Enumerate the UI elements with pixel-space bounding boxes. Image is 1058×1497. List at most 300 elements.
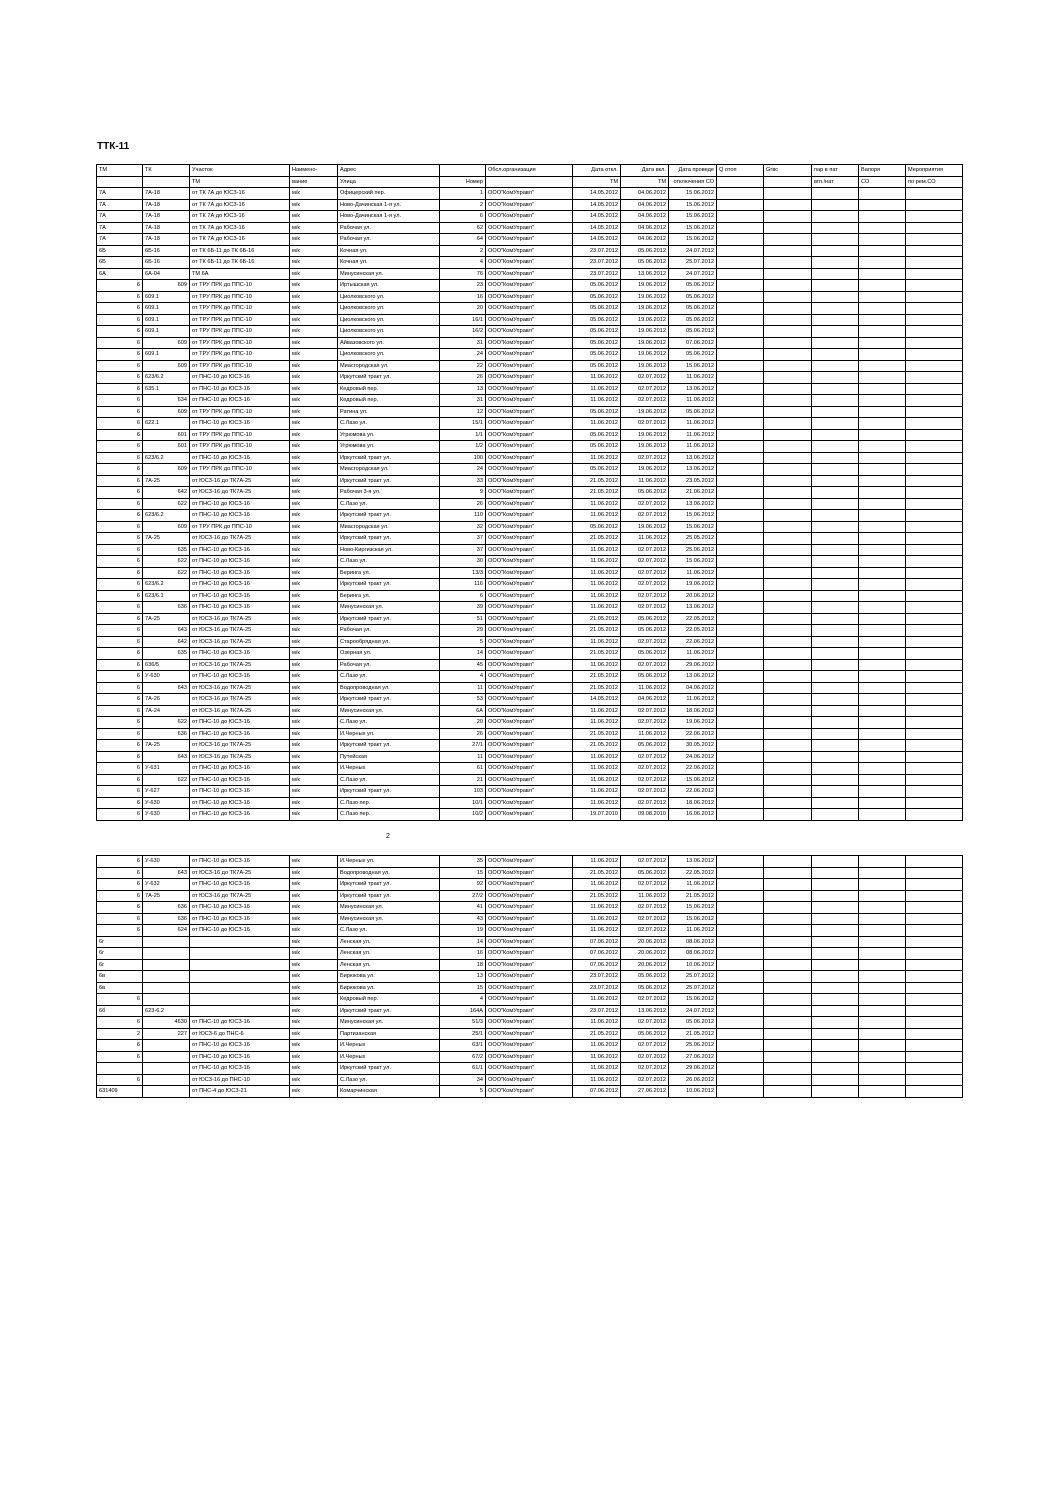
table-cell: 05.06.2012 <box>621 1028 669 1040</box>
table-cell: 11.06.2012 <box>669 441 717 453</box>
table-cell: 6 <box>97 1074 143 1086</box>
table-cell <box>906 199 963 211</box>
table-cell <box>717 994 764 1006</box>
table-cell <box>906 360 963 372</box>
table-cell: 6Б <box>97 257 143 269</box>
table-cell <box>859 879 906 891</box>
table-cell: 13.06.2012 <box>669 856 717 868</box>
table-cell: ООО"КомУправл" <box>486 268 573 280</box>
table-cell: Кедровый пер. <box>338 383 440 395</box>
table-cell: Озерная ул. <box>338 648 440 660</box>
table-cell <box>764 797 812 809</box>
table-cell: м/к <box>290 1040 338 1052</box>
table-cell <box>717 579 764 591</box>
table-cell: 7А-18 <box>143 199 190 211</box>
table-cell: Ратина ул. <box>338 406 440 418</box>
table-cell: Иркутский тракт ул. <box>338 1005 440 1017</box>
table-cell: Иркутский тракт ул. <box>338 533 440 545</box>
table-cell <box>717 636 764 648</box>
table-cell: 31 <box>440 337 486 349</box>
table-cell: от ЮСЗ-16 до ТК7А-25 <box>190 682 290 694</box>
table-cell <box>717 879 764 891</box>
table-cell <box>859 602 906 614</box>
table-cell: м/к <box>290 809 338 821</box>
table-cell: м/к <box>290 464 338 476</box>
table-cell <box>717 890 764 902</box>
table-row <box>97 994 963 1006</box>
table-cell: 05.06.2012 <box>669 1017 717 1029</box>
table-cell <box>906 786 963 798</box>
table-cell: ООО"КомУправл" <box>486 936 573 948</box>
table-cell: Миасгородская ул. <box>338 464 440 476</box>
table-row <box>97 268 963 280</box>
table-cell <box>812 372 859 384</box>
table-row <box>97 636 963 648</box>
table-cell: 601 <box>143 429 190 441</box>
table-cell <box>812 936 859 948</box>
table-cell: 6 <box>97 590 143 602</box>
table-cell: 643 <box>143 682 190 694</box>
table-cell <box>906 349 963 361</box>
table-cell <box>764 682 812 694</box>
table-row <box>97 902 963 914</box>
table-cell: 110 <box>440 510 486 522</box>
table-cell: 11.06.2012 <box>669 372 717 384</box>
table-row <box>97 234 963 246</box>
table-cell <box>717 982 764 994</box>
table-cell <box>812 326 859 338</box>
table-cell: ООО"КомУправл" <box>486 740 573 752</box>
table-cell: 37 <box>440 544 486 556</box>
table-cell: 7А <box>97 211 143 223</box>
table-cell: м/к <box>290 1051 338 1063</box>
table-cell: 623/6.2 <box>143 579 190 591</box>
table-cell <box>717 602 764 614</box>
table-cell: м/к <box>290 533 338 545</box>
table-cell <box>764 418 812 430</box>
table-cell <box>717 314 764 326</box>
table-cell: 622 <box>143 556 190 568</box>
table-cell: 19.06.2012 <box>621 406 669 418</box>
table-cell: 6 <box>97 475 143 487</box>
table-cell <box>812 809 859 821</box>
table-cell <box>764 879 812 891</box>
table-cell: от ТРУ ПРК до ППС-10 <box>190 280 290 292</box>
table-cell: м/к <box>290 728 338 740</box>
table-cell <box>812 188 859 200</box>
table-cell <box>906 659 963 671</box>
table-cell: м/к <box>290 257 338 269</box>
table-cell <box>906 222 963 234</box>
table-cell <box>859 280 906 292</box>
table-cell: от ПНС-10 до ЮСЗ-16 <box>190 786 290 798</box>
table-cell: ООО"КомУправл" <box>486 694 573 706</box>
table-cell <box>190 948 290 960</box>
table-cell <box>143 971 190 983</box>
table-cell <box>859 1051 906 1063</box>
table-cell: м/к <box>290 429 338 441</box>
table-cell: от ЮСЗ-16 до ТК7А-25 <box>190 740 290 752</box>
table-row <box>97 487 963 499</box>
table-cell <box>859 579 906 591</box>
table-cell: 16 <box>440 291 486 303</box>
table-cell: Ново-Киргизская ул. <box>338 544 440 556</box>
table-cell: Циолковского ул. <box>338 291 440 303</box>
table-cell: 10.06.2012 <box>669 1086 717 1098</box>
table-cell: 11.06.2012 <box>669 648 717 660</box>
table-cell: 05.06.2012 <box>621 257 669 269</box>
table-cell <box>764 372 812 384</box>
table-cell <box>764 337 812 349</box>
table-cell: 11 <box>440 682 486 694</box>
table-row <box>97 959 963 971</box>
table-cell <box>717 464 764 476</box>
table-cell: 6 <box>97 291 143 303</box>
table-cell <box>764 982 812 994</box>
table-cell: 05.06.2012 <box>573 349 621 361</box>
table-cell <box>717 188 764 200</box>
table-cell: от ПНС-10 до ЮСЗ-16 <box>190 856 290 868</box>
table-cell: Вапоря <box>859 165 906 177</box>
table-row <box>97 326 963 338</box>
table-cell: 11.06.2012 <box>573 372 621 384</box>
table-cell: 02.07.2012 <box>621 913 669 925</box>
table-row <box>97 613 963 625</box>
table-cell <box>717 763 764 775</box>
table-cell <box>717 705 764 717</box>
table-cell <box>906 867 963 879</box>
table-cell <box>906 418 963 430</box>
table-cell <box>717 728 764 740</box>
table-cell <box>717 1051 764 1063</box>
table-cell: 11.06.2012 <box>669 879 717 891</box>
table-cell: 11.06.2012 <box>573 902 621 914</box>
table-cell: 20 <box>440 717 486 729</box>
table-cell: м/к <box>290 1028 338 1040</box>
table-cell: м/к <box>290 222 338 234</box>
table-cell: 6 <box>97 694 143 706</box>
table-cell: 11.06.2012 <box>669 429 717 441</box>
table-cell: 15.06.2012 <box>669 211 717 223</box>
table-cell: ООО"КомУправл" <box>486 383 573 395</box>
table-cell <box>859 786 906 798</box>
table-row <box>97 280 963 292</box>
table-cell: 05.06.2012 <box>621 671 669 683</box>
table-cell <box>812 360 859 372</box>
table-cell: 623/6.2 <box>143 452 190 464</box>
table-cell: Иркутский тракт ул. <box>338 1063 440 1075</box>
table-cell <box>859 383 906 395</box>
table-cell: 14.05.2012 <box>573 199 621 211</box>
table-row <box>97 856 963 868</box>
table-cell: 22.05.2012 <box>669 613 717 625</box>
table-cell: ООО"КомУправл" <box>486 797 573 809</box>
table-cell <box>764 291 812 303</box>
table-cell: 6 <box>97 994 143 1006</box>
table-cell: Минусинская ул. <box>338 1017 440 1029</box>
table-cell: ООО"КомУправл" <box>486 602 573 614</box>
table-cell <box>764 441 812 453</box>
table-cell: м/к <box>290 1074 338 1086</box>
table-cell: Рабочая ул. <box>338 234 440 246</box>
table-cell <box>764 809 812 821</box>
table-cell: 16/2 <box>440 326 486 338</box>
table-cell: Кочная ул. <box>338 245 440 257</box>
table-row <box>97 740 963 752</box>
table-cell: 14.05.2012 <box>573 188 621 200</box>
table-cell: С.Лазо ул. <box>338 418 440 430</box>
table-cell: 601 <box>143 441 190 453</box>
table-cell <box>717 222 764 234</box>
table-cell: от ЮСЗ-16 до ТК7А-25 <box>190 533 290 545</box>
table-cell: от ЮСЗ-16 до ТК7А-25 <box>190 625 290 637</box>
table-cell <box>717 475 764 487</box>
table-cell: 05.06.2012 <box>621 648 669 660</box>
table-cell: 1/1 <box>440 429 486 441</box>
table-row <box>97 222 963 234</box>
table-row <box>97 1086 963 1098</box>
table-cell: 11.06.2012 <box>621 728 669 740</box>
table-row <box>97 291 963 303</box>
table-row <box>97 936 963 948</box>
table-cell <box>143 1051 190 1063</box>
table-cell <box>906 464 963 476</box>
header-row <box>97 165 963 177</box>
table-cell <box>906 636 963 648</box>
table-cell: 11.06.2012 <box>573 1017 621 1029</box>
table-cell <box>859 636 906 648</box>
table-cell: 19.06.2012 <box>621 314 669 326</box>
table-cell <box>717 418 764 430</box>
table-cell: 622.1 <box>143 418 190 430</box>
table-cell: 15 <box>440 867 486 879</box>
table-cell: 6 <box>97 337 143 349</box>
table-cell: 13 <box>440 971 486 983</box>
table-cell <box>717 936 764 948</box>
table-cell: 15.06.2012 <box>669 234 717 246</box>
table-row <box>97 452 963 464</box>
table-cell: 02.07.2012 <box>621 579 669 591</box>
table-row <box>97 717 963 729</box>
table-cell: Айвазовского ул. <box>338 337 440 349</box>
table-cell <box>812 717 859 729</box>
table-cell: 623/6.1 <box>143 590 190 602</box>
table-cell <box>859 1040 906 1052</box>
table-cell <box>717 429 764 441</box>
table-cell <box>812 902 859 914</box>
table-cell <box>143 1074 190 1086</box>
table-cell: 4 <box>440 257 486 269</box>
table-cell: 27.06.2012 <box>621 1086 669 1098</box>
table-cell <box>717 1017 764 1029</box>
table-cell: 24.06.2012 <box>669 751 717 763</box>
table-cell: 02.07.2012 <box>621 763 669 775</box>
table-cell <box>764 948 812 960</box>
table-cell <box>906 740 963 752</box>
table-cell: 04.06.2012 <box>621 694 669 706</box>
table-cell: 11.06.2012 <box>573 1040 621 1052</box>
table-cell <box>859 648 906 660</box>
table-cell: Ново-Дачинская 1-я ул. <box>338 199 440 211</box>
table-cell <box>859 533 906 545</box>
table-cell <box>859 257 906 269</box>
table-cell: м/к <box>290 994 338 1006</box>
table-cell <box>717 1040 764 1052</box>
table-cell: 7А-25 <box>143 613 190 625</box>
table-cell: Gгвс <box>764 165 812 177</box>
table-cell: 22.06.2012 <box>669 636 717 648</box>
table-cell: по рем.СО <box>906 176 963 188</box>
table-cell: 21.05.2012 <box>573 1028 621 1040</box>
table-cell: от ТРУ ПРК до ППС-10 <box>190 303 290 315</box>
table-cell: 622 <box>143 567 190 579</box>
table-cell: 622 <box>143 717 190 729</box>
table-row <box>97 751 963 763</box>
table-cell: И.Черных ул. <box>338 728 440 740</box>
table-cell: 02.07.2012 <box>621 1017 669 1029</box>
table-cell: ООО"КомУправл" <box>486 1074 573 1086</box>
table-cell: ООО"КомУправл" <box>486 763 573 775</box>
table-row <box>97 303 963 315</box>
table-cell <box>906 314 963 326</box>
table-cell: И.Черных <box>338 763 440 775</box>
table-cell: от ЮСЗ-16 до ТК7А-25 <box>190 659 290 671</box>
table-cell: 02.07.2012 <box>621 590 669 602</box>
table-cell: ООО"КомУправл" <box>486 188 573 200</box>
table-row <box>97 982 963 994</box>
table-cell <box>906 395 963 407</box>
table-cell: 1 <box>440 188 486 200</box>
table-cell <box>764 211 812 223</box>
table-cell: 13.06.2012 <box>669 498 717 510</box>
table-row <box>97 694 963 706</box>
table-cell: 6 <box>97 579 143 591</box>
table-cell: 6 <box>97 372 143 384</box>
table-cell: 14 <box>440 936 486 948</box>
table-row <box>97 728 963 740</box>
table-cell: 29.06.2012 <box>669 659 717 671</box>
table-cell: 23.07.2012 <box>573 257 621 269</box>
table-cell: м/к <box>290 1017 338 1029</box>
table-cell: Беринга ул. <box>338 567 440 579</box>
table-cell <box>812 268 859 280</box>
table-cell: 609 <box>143 406 190 418</box>
table-cell: м/к <box>290 383 338 395</box>
table-cell: от ТРУ ПРК до ППС-10 <box>190 337 290 349</box>
table-cell <box>812 1040 859 1052</box>
table-cell <box>906 441 963 453</box>
table-cell <box>764 925 812 937</box>
table-row <box>97 199 963 211</box>
table-cell: Циолковского ул. <box>338 303 440 315</box>
table-cell <box>812 913 859 925</box>
table-cell <box>859 188 906 200</box>
table-cell: С.Лазо ул. <box>338 925 440 937</box>
table-cell: ООО"КомУправл" <box>486 314 573 326</box>
table-cell: м/к <box>290 487 338 499</box>
table-cell: 02.07.2012 <box>621 994 669 1006</box>
table-row <box>97 1005 963 1017</box>
table-cell: 02.07.2012 <box>621 1063 669 1075</box>
table-row <box>97 211 963 223</box>
table-cell <box>906 1028 963 1040</box>
table-cell: ООО"КомУправл" <box>486 774 573 786</box>
table-cell: 14.05.2012 <box>573 211 621 223</box>
table-cell: от ТРУ ПРК до ППС-10 <box>190 349 290 361</box>
table-cell: 05.06.2012 <box>621 487 669 499</box>
table-cell <box>859 1017 906 1029</box>
table-cell: Иркутский тракт ул. <box>338 452 440 464</box>
table-cell: 11.06.2012 <box>573 763 621 775</box>
table-cell <box>812 590 859 602</box>
table-cell <box>717 1005 764 1017</box>
table-cell: 21.06.2012 <box>669 487 717 499</box>
table-cell: м/к <box>290 406 338 418</box>
table-cell: Партизанская <box>338 1028 440 1040</box>
table-cell: 6 <box>97 705 143 717</box>
table-cell: 20.06.2012 <box>621 959 669 971</box>
table-cell <box>764 913 812 925</box>
table-row <box>97 475 963 487</box>
table-cell: ООО"КомУправл" <box>486 705 573 717</box>
table-cell: 24.07.2012 <box>669 268 717 280</box>
table-cell <box>717 913 764 925</box>
table-cell <box>717 1028 764 1040</box>
table-cell: 02.07.2012 <box>621 498 669 510</box>
table-cell: 22.06.2012 <box>669 786 717 798</box>
table-cell: 25.07.2012 <box>669 257 717 269</box>
table-cell: 19.06.2012 <box>621 464 669 476</box>
table-row <box>97 441 963 453</box>
table-cell: 10/2 <box>440 809 486 821</box>
table-cell: 4 <box>440 994 486 1006</box>
table-row <box>97 429 963 441</box>
table-cell <box>859 625 906 637</box>
table-cell: 7А-18 <box>143 234 190 246</box>
table-cell <box>190 959 290 971</box>
table-cell: 76 <box>440 268 486 280</box>
table-cell: 635.1 <box>143 383 190 395</box>
table-cell <box>906 1017 963 1029</box>
table-cell: 05.06.2012 <box>573 464 621 476</box>
table-cell <box>859 925 906 937</box>
table-cell <box>812 763 859 775</box>
table-cell <box>764 556 812 568</box>
table-cell: Бирюкова ул. <box>338 971 440 983</box>
table-cell: 6 <box>97 625 143 637</box>
table-cell: м/к <box>290 856 338 868</box>
table-cell <box>717 613 764 625</box>
table-cell: от ПНС-10 до ЮСЗ-16 <box>190 372 290 384</box>
table-row <box>97 925 963 937</box>
table-cell: 622 <box>143 498 190 510</box>
table-cell <box>906 959 963 971</box>
table-cell: 11.06.2012 <box>669 418 717 430</box>
table-cell: ООО"КомУправл" <box>486 867 573 879</box>
table-cell: м/к <box>290 890 338 902</box>
table-cell <box>764 245 812 257</box>
table-cell <box>812 487 859 499</box>
table-cell: м/к <box>290 556 338 568</box>
table-cell: м/к <box>290 682 338 694</box>
table-cell: Наимено- <box>290 165 338 177</box>
table-cell <box>717 774 764 786</box>
table-cell <box>764 856 812 868</box>
table-cell: 6 <box>97 763 143 775</box>
table-cell: 12 <box>440 406 486 418</box>
table-cell: Офицерский пер. <box>338 188 440 200</box>
table-row <box>97 372 963 384</box>
